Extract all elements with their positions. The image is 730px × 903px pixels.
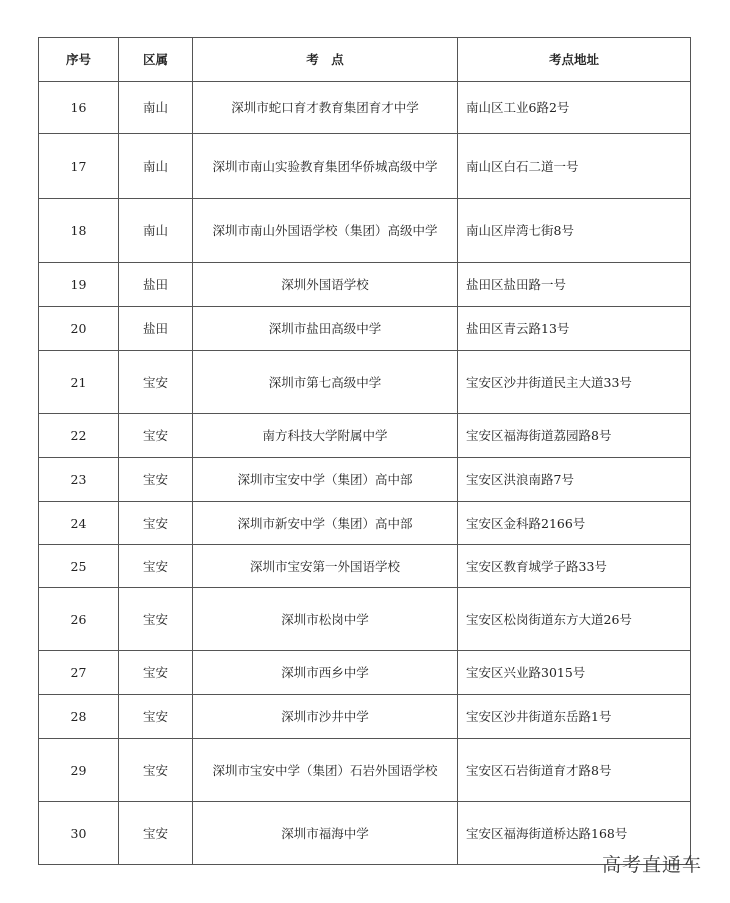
cell-address: 宝安区石岩街道育才路8号 — [458, 739, 691, 802]
cell-number: 27 — [39, 651, 119, 695]
cell-district: 盐田 — [119, 263, 193, 307]
header-address: 考点地址 — [458, 38, 691, 82]
cell-number: 21 — [39, 351, 119, 414]
cell-site: 深圳市新安中学（集团）高中部 — [193, 502, 458, 545]
cell-address: 宝安区洪浪南路7号 — [458, 458, 691, 502]
table-row — [39, 134, 691, 199]
table-row — [39, 351, 691, 414]
cell-address: 宝安区兴业路3015号 — [458, 651, 691, 695]
cell-site: 深圳市西乡中学 — [193, 651, 458, 695]
table-row — [39, 739, 691, 802]
cell-address: 南山区工业6路2号 — [458, 82, 691, 134]
cell-number: 18 — [39, 199, 119, 263]
cell-number: 24 — [39, 502, 119, 545]
cell-district: 宝安 — [119, 502, 193, 545]
cell-district: 盐田 — [119, 307, 193, 351]
cell-address: 宝安区金科路2166号 — [458, 502, 691, 545]
cell-district: 宝安 — [119, 739, 193, 802]
cell-number: 30 — [39, 802, 119, 865]
cell-site: 深圳市福海中学 — [193, 802, 458, 865]
table-row — [39, 802, 691, 865]
cell-site: 深圳市宝安中学（集团）高中部 — [193, 458, 458, 502]
cell-address: 宝安区沙井街道东岳路1号 — [458, 695, 691, 739]
table-row — [39, 588, 691, 651]
cell-address: 宝安区松岗街道东方大道26号 — [458, 588, 691, 651]
table-row — [39, 651, 691, 695]
cell-address: 宝安区教育城学子路33号 — [458, 545, 691, 588]
cell-district: 宝安 — [119, 545, 193, 588]
cell-number: 26 — [39, 588, 119, 651]
cell-district: 宝安 — [119, 588, 193, 651]
exam-site-table — [38, 37, 691, 865]
table-row — [39, 199, 691, 263]
cell-district: 宝安 — [119, 651, 193, 695]
cell-number: 16 — [39, 82, 119, 134]
table-row — [39, 695, 691, 739]
cell-district: 宝安 — [119, 414, 193, 458]
table-row — [39, 82, 691, 134]
cell-number: 20 — [39, 307, 119, 351]
cell-address: 盐田区盐田路一号 — [458, 263, 691, 307]
header-district: 区属 — [119, 38, 193, 82]
cell-site: 深圳市南山实验教育集团华侨城高级中学 — [193, 134, 458, 199]
cell-address: 南山区岸湾七街8号 — [458, 199, 691, 263]
cell-number: 25 — [39, 545, 119, 588]
cell-site: 深圳市盐田高级中学 — [193, 307, 458, 351]
cell-number: 23 — [39, 458, 119, 502]
cell-district: 宝安 — [119, 458, 193, 502]
cell-district: 南山 — [119, 134, 193, 199]
table-header-row — [39, 38, 691, 82]
cell-address: 宝安区沙井街道民主大道33号 — [458, 351, 691, 414]
cell-address: 盐田区青云路13号 — [458, 307, 691, 351]
cell-number: 29 — [39, 739, 119, 802]
cell-site: 深圳市南山外国语学校（集团）高级中学 — [193, 199, 458, 263]
cell-district: 南山 — [119, 82, 193, 134]
cell-district: 宝安 — [119, 695, 193, 739]
cell-site: 深圳市松岗中学 — [193, 588, 458, 651]
cell-site: 深圳市宝安中学（集团）石岩外国语学校 — [193, 739, 458, 802]
watermark-text: 高考直通车 — [601, 854, 702, 876]
cell-district: 南山 — [119, 199, 193, 263]
cell-address: 南山区白石二道一号 — [458, 134, 691, 199]
header-number: 序号 — [39, 38, 119, 82]
cell-number: 28 — [39, 695, 119, 739]
cell-number: 22 — [39, 414, 119, 458]
cell-site: 深圳市宝安第一外国语学校 — [193, 545, 458, 588]
cell-address: 宝安区福海街道桥达路168号 — [458, 802, 691, 865]
cell-address: 宝安区福海街道荔园路8号 — [458, 414, 691, 458]
cell-site: 深圳市第七高级中学 — [193, 351, 458, 414]
header-site: 考 点 — [193, 38, 458, 82]
cell-district: 宝安 — [119, 802, 193, 865]
table-row — [39, 502, 691, 545]
table-row — [39, 307, 691, 351]
cell-site: 南方科技大学附属中学 — [193, 414, 458, 458]
table-row — [39, 414, 691, 458]
table-row — [39, 545, 691, 588]
cell-number: 19 — [39, 263, 119, 307]
cell-site: 深圳市沙井中学 — [193, 695, 458, 739]
table-row — [39, 458, 691, 502]
cell-site: 深圳市蛇口育才教育集团育才中学 — [193, 82, 458, 134]
cell-site: 深圳外国语学校 — [193, 263, 458, 307]
cell-number: 17 — [39, 134, 119, 199]
cell-district: 宝安 — [119, 351, 193, 414]
table-row — [39, 263, 691, 307]
